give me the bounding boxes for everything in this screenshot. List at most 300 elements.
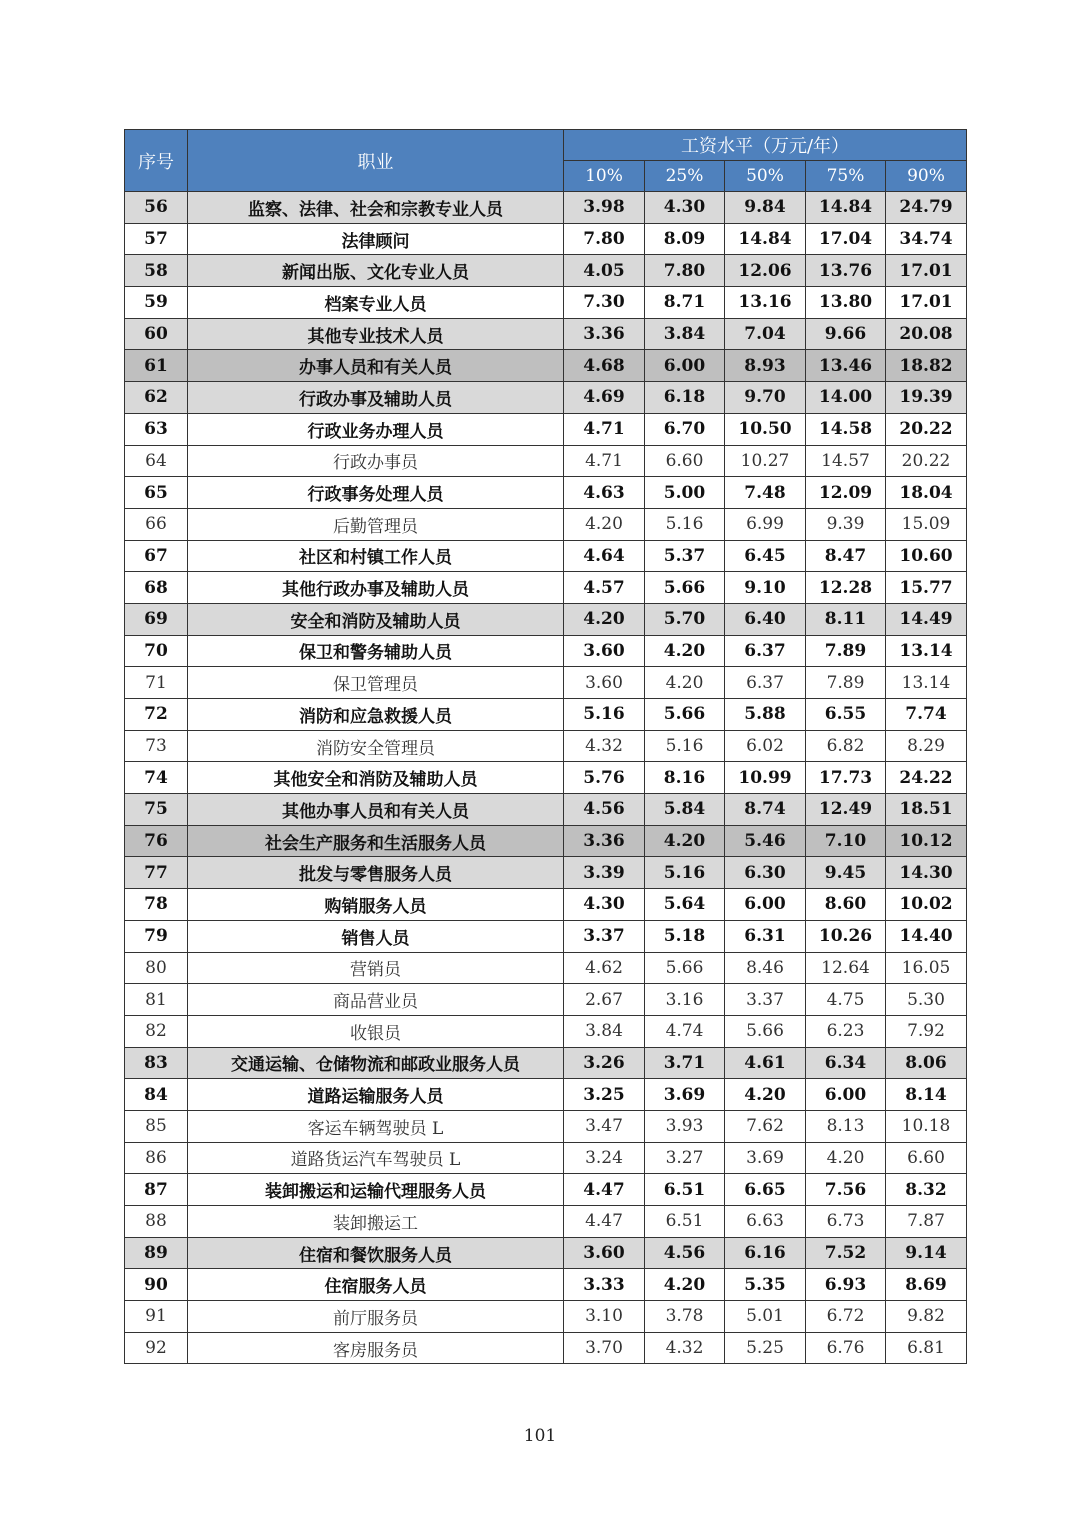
cell-p90: 20.08 [886, 318, 967, 350]
cell-p25: 5.66 [645, 699, 725, 731]
cell-occupation: 档案专业人员 [188, 287, 564, 319]
cell-index: 60 [125, 318, 188, 350]
cell-p25: 4.74 [645, 1015, 725, 1047]
table-row [125, 762, 967, 794]
header-p25: 25% [645, 161, 725, 192]
cell-p25: 4.20 [645, 825, 725, 857]
cell-occupation: 行政办事员 [188, 445, 564, 477]
cell-p75: 4.20 [806, 1142, 886, 1174]
cell-p90: 19.39 [886, 382, 967, 414]
cell-p90: 8.69 [886, 1269, 967, 1301]
cell-p25: 5.64 [645, 889, 725, 921]
cell-p90: 24.22 [886, 762, 967, 794]
cell-index: 69 [125, 603, 188, 635]
table-row [125, 825, 967, 857]
cell-p75: 6.73 [806, 1206, 886, 1238]
table-row [125, 445, 967, 477]
cell-p75: 6.76 [806, 1332, 886, 1364]
cell-p10: 3.60 [564, 1237, 645, 1269]
cell-p90: 24.79 [886, 192, 967, 224]
cell-index: 58 [125, 255, 188, 287]
cell-p25: 5.66 [645, 572, 725, 604]
cell-p90: 14.30 [886, 857, 967, 889]
cell-p90: 20.22 [886, 413, 967, 445]
table-row [125, 667, 967, 699]
cell-p75: 17.04 [806, 223, 886, 255]
cell-occupation: 保卫和警务辅助人员 [188, 635, 564, 667]
cell-p90: 8.06 [886, 1047, 967, 1079]
cell-p50: 6.37 [725, 635, 806, 667]
table-row [125, 1301, 967, 1333]
cell-p50: 6.40 [725, 603, 806, 635]
cell-p75: 17.73 [806, 762, 886, 794]
cell-occupation: 收银员 [188, 1015, 564, 1047]
cell-occupation: 道路运输服务人员 [188, 1079, 564, 1111]
cell-index: 63 [125, 413, 188, 445]
cell-p75: 14.57 [806, 445, 886, 477]
cell-p75: 9.66 [806, 318, 886, 350]
table-row [125, 794, 967, 826]
cell-p25: 6.70 [645, 413, 725, 445]
table-row [125, 1047, 967, 1079]
cell-index: 61 [125, 350, 188, 382]
table-row [125, 287, 967, 319]
cell-p10: 3.26 [564, 1047, 645, 1079]
cell-index: 80 [125, 952, 188, 984]
cell-p10: 5.76 [564, 762, 645, 794]
cell-p90: 10.60 [886, 540, 967, 572]
cell-p75: 13.46 [806, 350, 886, 382]
cell-p90: 10.18 [886, 1110, 967, 1142]
cell-index: 89 [125, 1237, 188, 1269]
cell-p50: 7.62 [725, 1110, 806, 1142]
cell-p50: 10.27 [725, 445, 806, 477]
cell-p50: 12.06 [725, 255, 806, 287]
cell-p50: 5.01 [725, 1301, 806, 1333]
cell-p75: 6.23 [806, 1015, 886, 1047]
cell-p50: 6.63 [725, 1206, 806, 1238]
cell-p75: 8.11 [806, 603, 886, 635]
cell-p10: 3.84 [564, 1015, 645, 1047]
cell-p10: 3.37 [564, 920, 645, 952]
table-row [125, 192, 967, 224]
cell-occupation: 交通运输、仓储物流和邮政业服务人员 [188, 1047, 564, 1079]
table-row [125, 255, 967, 287]
table-row [125, 1015, 967, 1047]
cell-occupation: 社区和村镇工作人员 [188, 540, 564, 572]
table-row [125, 350, 967, 382]
cell-index: 91 [125, 1301, 188, 1333]
cell-occupation: 办事人员和有关人员 [188, 350, 564, 382]
table-body [125, 192, 967, 1364]
cell-index: 86 [125, 1142, 188, 1174]
cell-occupation: 装卸搬运工 [188, 1206, 564, 1238]
table-row [125, 603, 967, 635]
cell-p10: 3.60 [564, 635, 645, 667]
cell-p50: 6.99 [725, 508, 806, 540]
cell-p50: 14.84 [725, 223, 806, 255]
header-salary-group: 工资水平（万元/年） [564, 130, 967, 161]
header-index: 序号 [125, 130, 188, 192]
cell-p50: 8.74 [725, 794, 806, 826]
cell-p90: 13.14 [886, 635, 967, 667]
cell-p25: 5.84 [645, 794, 725, 826]
cell-p25: 6.51 [645, 1206, 725, 1238]
cell-p50: 7.48 [725, 477, 806, 509]
cell-index: 90 [125, 1269, 188, 1301]
cell-occupation: 监察、法律、社会和宗教专业人员 [188, 192, 564, 224]
cell-p50: 7.04 [725, 318, 806, 350]
header-p10: 10% [564, 161, 645, 192]
cell-p25: 8.71 [645, 287, 725, 319]
cell-p50: 9.10 [725, 572, 806, 604]
cell-occupation: 行政办事及辅助人员 [188, 382, 564, 414]
cell-index: 82 [125, 1015, 188, 1047]
cell-p10: 4.71 [564, 445, 645, 477]
cell-p90: 8.14 [886, 1079, 967, 1111]
cell-p90: 7.87 [886, 1206, 967, 1238]
cell-occupation: 其他安全和消防及辅助人员 [188, 762, 564, 794]
cell-p75: 12.28 [806, 572, 886, 604]
cell-p10: 3.47 [564, 1110, 645, 1142]
cell-index: 88 [125, 1206, 188, 1238]
cell-p75: 14.58 [806, 413, 886, 445]
table-row [125, 508, 967, 540]
table-row [125, 920, 967, 952]
table-row [125, 952, 967, 984]
cell-p10: 4.05 [564, 255, 645, 287]
table-row [125, 1079, 967, 1111]
cell-occupation: 法律顾问 [188, 223, 564, 255]
cell-p25: 3.69 [645, 1079, 725, 1111]
cell-p10: 4.20 [564, 508, 645, 540]
cell-p50: 6.16 [725, 1237, 806, 1269]
cell-p10: 5.16 [564, 699, 645, 731]
cell-p75: 8.13 [806, 1110, 886, 1142]
cell-p10: 4.64 [564, 540, 645, 572]
cell-p25: 6.18 [645, 382, 725, 414]
cell-p10: 4.30 [564, 889, 645, 921]
cell-occupation: 住宿服务人员 [188, 1269, 564, 1301]
cell-index: 67 [125, 540, 188, 572]
cell-occupation: 保卫管理员 [188, 667, 564, 699]
cell-index: 72 [125, 699, 188, 731]
cell-p25: 4.30 [645, 192, 725, 224]
table-row [125, 413, 967, 445]
cell-index: 78 [125, 889, 188, 921]
table-row [125, 1110, 967, 1142]
cell-occupation: 商品营业员 [188, 984, 564, 1016]
cell-p10: 4.68 [564, 350, 645, 382]
table-row [125, 540, 967, 572]
cell-index: 79 [125, 920, 188, 952]
cell-index: 65 [125, 477, 188, 509]
table-row [125, 318, 967, 350]
cell-p25: 5.16 [645, 857, 725, 889]
cell-occupation: 营销员 [188, 952, 564, 984]
cell-p75: 7.56 [806, 1174, 886, 1206]
header-occupation: 职业 [188, 130, 564, 192]
cell-occupation: 消防安全管理员 [188, 730, 564, 762]
cell-p10: 4.62 [564, 952, 645, 984]
table-row [125, 1174, 967, 1206]
cell-index: 87 [125, 1174, 188, 1206]
cell-p75: 6.72 [806, 1301, 886, 1333]
table-row [125, 1269, 967, 1301]
cell-index: 56 [125, 192, 188, 224]
cell-p90: 10.12 [886, 825, 967, 857]
cell-p10: 7.30 [564, 287, 645, 319]
cell-p75: 4.75 [806, 984, 886, 1016]
cell-p10: 3.36 [564, 825, 645, 857]
cell-occupation: 其他行政办事及辅助人员 [188, 572, 564, 604]
cell-occupation: 前厅服务员 [188, 1301, 564, 1333]
table-row [125, 984, 967, 1016]
cell-p90: 7.92 [886, 1015, 967, 1047]
cell-p75: 6.34 [806, 1047, 886, 1079]
cell-index: 57 [125, 223, 188, 255]
cell-p50: 6.37 [725, 667, 806, 699]
cell-occupation: 其他办事人员和有关人员 [188, 794, 564, 826]
cell-p10: 7.80 [564, 223, 645, 255]
cell-p75: 7.52 [806, 1237, 886, 1269]
cell-p50: 9.84 [725, 192, 806, 224]
cell-occupation: 购销服务人员 [188, 889, 564, 921]
cell-p25: 5.70 [645, 603, 725, 635]
cell-p90: 7.74 [886, 699, 967, 731]
cell-p90: 17.01 [886, 255, 967, 287]
cell-p25: 4.20 [645, 1269, 725, 1301]
cell-occupation: 新闻出版、文化专业人员 [188, 255, 564, 287]
cell-p10: 4.69 [564, 382, 645, 414]
cell-occupation: 行政业务办理人员 [188, 413, 564, 445]
table-row [125, 572, 967, 604]
cell-occupation: 装卸搬运和运输代理服务人员 [188, 1174, 564, 1206]
table-row [125, 382, 967, 414]
cell-p75: 14.84 [806, 192, 886, 224]
cell-occupation: 销售人员 [188, 920, 564, 952]
cell-p25: 7.80 [645, 255, 725, 287]
cell-p10: 4.57 [564, 572, 645, 604]
cell-p25: 3.93 [645, 1110, 725, 1142]
table-row [125, 889, 967, 921]
cell-p75: 6.93 [806, 1269, 886, 1301]
cell-p25: 3.84 [645, 318, 725, 350]
cell-p90: 6.60 [886, 1142, 967, 1174]
cell-p25: 8.16 [645, 762, 725, 794]
cell-p75: 6.00 [806, 1079, 886, 1111]
cell-index: 59 [125, 287, 188, 319]
cell-occupation: 客运车辆驾驶员 L [188, 1110, 564, 1142]
cell-p75: 13.76 [806, 255, 886, 287]
cell-p25: 5.16 [645, 508, 725, 540]
table-row [125, 635, 967, 667]
cell-p25: 4.32 [645, 1332, 725, 1364]
cell-p25: 5.66 [645, 952, 725, 984]
cell-p75: 6.82 [806, 730, 886, 762]
cell-p90: 10.02 [886, 889, 967, 921]
cell-p10: 3.36 [564, 318, 645, 350]
cell-p90: 34.74 [886, 223, 967, 255]
cell-p50: 6.30 [725, 857, 806, 889]
cell-p25: 5.18 [645, 920, 725, 952]
cell-p10: 4.47 [564, 1174, 645, 1206]
cell-index: 75 [125, 794, 188, 826]
cell-index: 62 [125, 382, 188, 414]
table-header [125, 130, 967, 192]
cell-index: 81 [125, 984, 188, 1016]
cell-p10: 4.32 [564, 730, 645, 762]
cell-p50: 5.35 [725, 1269, 806, 1301]
cell-occupation: 消防和应急救援人员 [188, 699, 564, 731]
cell-p50: 6.31 [725, 920, 806, 952]
cell-p50: 6.65 [725, 1174, 806, 1206]
cell-p50: 6.45 [725, 540, 806, 572]
cell-p25: 6.00 [645, 350, 725, 382]
cell-p90: 18.04 [886, 477, 967, 509]
cell-p10: 4.71 [564, 413, 645, 445]
cell-p90: 5.30 [886, 984, 967, 1016]
table-row [125, 1142, 967, 1174]
page-number: 101 [523, 1426, 557, 1446]
cell-occupation: 其他专业技术人员 [188, 318, 564, 350]
cell-occupation: 道路货运汽车驾驶员 L [188, 1142, 564, 1174]
cell-p50: 3.69 [725, 1142, 806, 1174]
cell-p25: 5.16 [645, 730, 725, 762]
cell-p75: 9.45 [806, 857, 886, 889]
cell-occupation: 住宿和餐饮服务人员 [188, 1237, 564, 1269]
cell-p75: 7.10 [806, 825, 886, 857]
cell-p10: 3.25 [564, 1079, 645, 1111]
cell-p25: 6.60 [645, 445, 725, 477]
cell-p50: 10.99 [725, 762, 806, 794]
cell-p75: 12.09 [806, 477, 886, 509]
cell-p90: 13.14 [886, 667, 967, 699]
cell-p90: 8.29 [886, 730, 967, 762]
cell-index: 77 [125, 857, 188, 889]
cell-p25: 3.16 [645, 984, 725, 1016]
cell-index: 76 [125, 825, 188, 857]
cell-p75: 14.00 [806, 382, 886, 414]
cell-p75: 13.80 [806, 287, 886, 319]
cell-p25: 5.37 [645, 540, 725, 572]
cell-p90: 16.05 [886, 952, 967, 984]
cell-p75: 10.26 [806, 920, 886, 952]
cell-index: 83 [125, 1047, 188, 1079]
cell-occupation: 安全和消防及辅助人员 [188, 603, 564, 635]
cell-p25: 4.56 [645, 1237, 725, 1269]
table-row [125, 857, 967, 889]
cell-p25: 3.78 [645, 1301, 725, 1333]
cell-p50: 6.02 [725, 730, 806, 762]
cell-p50: 10.50 [725, 413, 806, 445]
cell-p90: 9.82 [886, 1301, 967, 1333]
cell-occupation: 客房服务员 [188, 1332, 564, 1364]
cell-index: 73 [125, 730, 188, 762]
cell-index: 74 [125, 762, 188, 794]
cell-p50: 9.70 [725, 382, 806, 414]
cell-p90: 17.01 [886, 287, 967, 319]
salary-table [124, 129, 967, 1364]
cell-p90: 15.09 [886, 508, 967, 540]
table-row [125, 477, 967, 509]
cell-p10: 3.10 [564, 1301, 645, 1333]
cell-p50: 5.46 [725, 825, 806, 857]
cell-p90: 18.51 [886, 794, 967, 826]
cell-p75: 6.55 [806, 699, 886, 731]
cell-p90: 9.14 [886, 1237, 967, 1269]
cell-p25: 6.51 [645, 1174, 725, 1206]
cell-p10: 3.33 [564, 1269, 645, 1301]
cell-p75: 9.39 [806, 508, 886, 540]
cell-p75: 8.47 [806, 540, 886, 572]
cell-p50: 5.25 [725, 1332, 806, 1364]
cell-p10: 4.20 [564, 603, 645, 635]
table-row [125, 1332, 967, 1364]
cell-p25: 3.71 [645, 1047, 725, 1079]
table-row [125, 223, 967, 255]
cell-index: 71 [125, 667, 188, 699]
cell-p25: 3.27 [645, 1142, 725, 1174]
cell-index: 64 [125, 445, 188, 477]
table-row [125, 699, 967, 731]
table-row [125, 1206, 967, 1238]
cell-p10: 2.67 [564, 984, 645, 1016]
cell-p10: 3.98 [564, 192, 645, 224]
cell-p50: 5.66 [725, 1015, 806, 1047]
cell-p25: 4.20 [645, 635, 725, 667]
cell-p90: 15.77 [886, 572, 967, 604]
table-row [125, 730, 967, 762]
header-p75: 75% [806, 161, 886, 192]
cell-p10: 3.60 [564, 667, 645, 699]
cell-p75: 7.89 [806, 667, 886, 699]
cell-p10: 4.56 [564, 794, 645, 826]
cell-p75: 7.89 [806, 635, 886, 667]
cell-index: 85 [125, 1110, 188, 1142]
cell-index: 68 [125, 572, 188, 604]
cell-p50: 5.88 [725, 699, 806, 731]
cell-p90: 14.49 [886, 603, 967, 635]
cell-occupation: 社会生产服务和生活服务人员 [188, 825, 564, 857]
cell-p75: 8.60 [806, 889, 886, 921]
cell-p50: 8.46 [725, 952, 806, 984]
cell-p50: 3.37 [725, 984, 806, 1016]
cell-p90: 20.22 [886, 445, 967, 477]
cell-index: 84 [125, 1079, 188, 1111]
cell-p90: 18.82 [886, 350, 967, 382]
cell-p50: 4.61 [725, 1047, 806, 1079]
cell-occupation: 后勤管理员 [188, 508, 564, 540]
cell-p25: 5.00 [645, 477, 725, 509]
header-p50: 50% [725, 161, 806, 192]
cell-occupation: 行政事务处理人员 [188, 477, 564, 509]
cell-p90: 6.81 [886, 1332, 967, 1364]
header-p90: 90% [886, 161, 967, 192]
cell-p10: 3.24 [564, 1142, 645, 1174]
cell-p90: 8.32 [886, 1174, 967, 1206]
table-row [125, 1237, 967, 1269]
cell-index: 92 [125, 1332, 188, 1364]
cell-occupation: 批发与零售服务人员 [188, 857, 564, 889]
cell-p10: 4.47 [564, 1206, 645, 1238]
cell-index: 70 [125, 635, 188, 667]
cell-p75: 12.64 [806, 952, 886, 984]
cell-p25: 8.09 [645, 223, 725, 255]
cell-p50: 6.00 [725, 889, 806, 921]
cell-p25: 4.20 [645, 667, 725, 699]
cell-p10: 3.39 [564, 857, 645, 889]
